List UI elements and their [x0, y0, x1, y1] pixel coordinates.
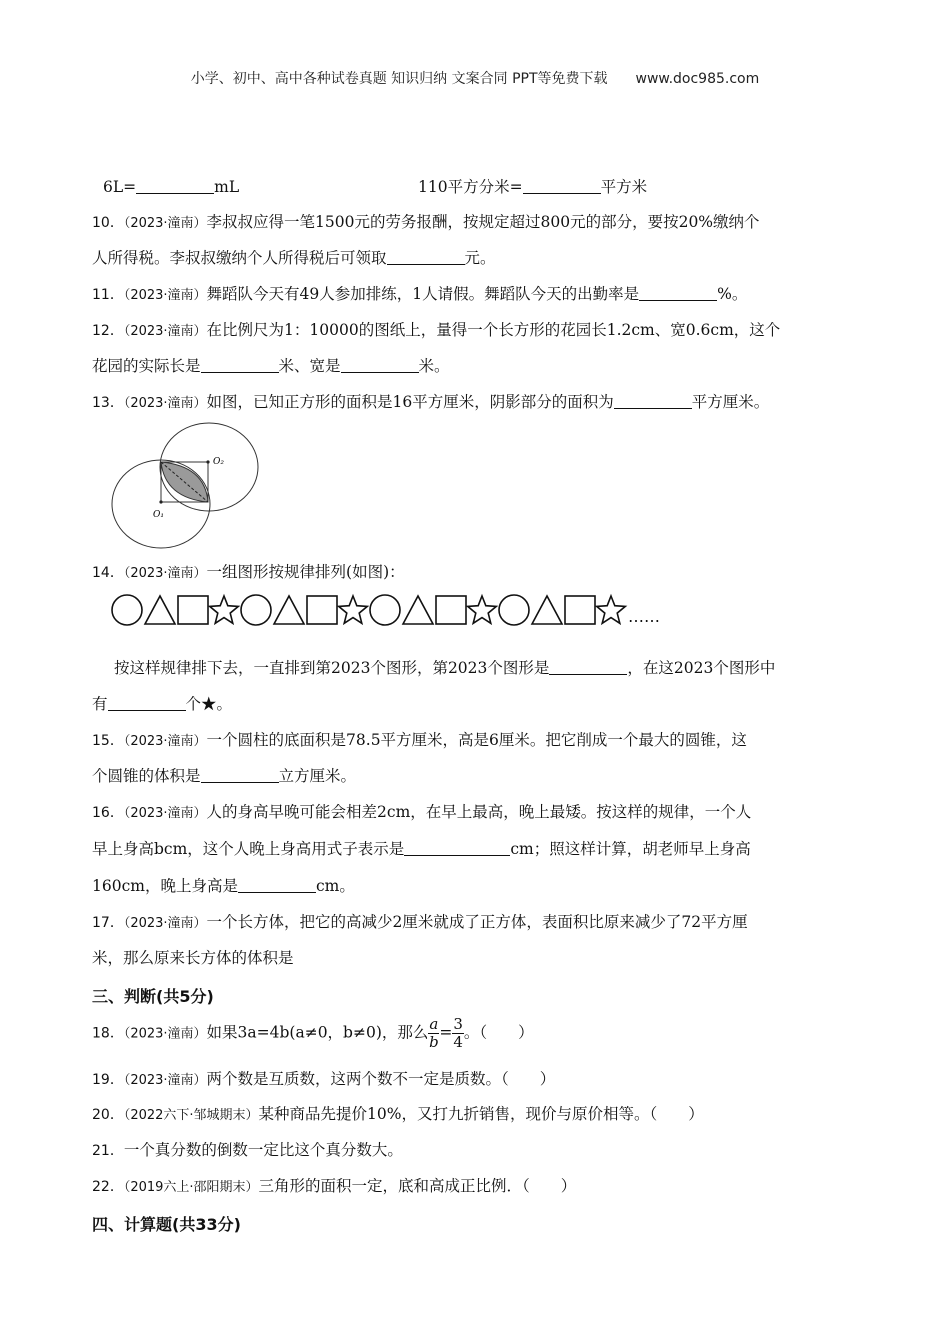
- sequence-ellipsis: ……: [628, 607, 660, 626]
- q12-line2: 花园的实际长是 米、宽是 米。: [92, 357, 450, 375]
- circle-shape: [499, 595, 529, 625]
- q11-line: 11．（2023·潼南）舞蹈队今天有49人参加排练，1人请假。舞蹈队今天的出勤率是 %。: [92, 285, 748, 303]
- q19-line: 19．（2023·潼南）两个数是互质数，这两个数不一定是质数。（ ）: [92, 1070, 556, 1088]
- q10-line1: 10．（2023·潼南）李叔叔应得一笔1500元的劳务报酬，按规定超过800元的部分，要按20%缴纳个: [92, 213, 760, 231]
- square-shape: [565, 596, 595, 624]
- answer-blank[interactable]: [639, 284, 717, 301]
- q20-line: 20．（2022六下·邹城期末）某种商品先提价10%，又打九折销售，现价与原价相等。（ ）: [92, 1105, 704, 1123]
- q14-shape-sequence: [110, 592, 670, 628]
- q15-line1: 15．（2023·潼南）一个圆柱的底面积是78.5平方厘米，高是6厘米。把它削成一个最大的圆锥，这: [92, 731, 747, 749]
- star-shape: [339, 596, 368, 623]
- square-shape: [178, 596, 208, 624]
- star-shape: [468, 596, 497, 623]
- q13-figure: [108, 418, 268, 553]
- square-shape: [307, 596, 337, 624]
- q22-line: 22．（2019六上·邵阳期末）三角形的面积一定，底和高成正比例．（ ）: [92, 1177, 577, 1195]
- q9-left: 6L= mL: [103, 178, 240, 196]
- q15-line2: 个圆锥的体积是 立方厘米。: [92, 767, 357, 785]
- star-shape: [210, 596, 239, 623]
- page-header: [0, 68, 950, 88]
- answer-blank[interactable]: [108, 694, 186, 711]
- square-shape: [436, 596, 466, 624]
- q13-line: 13．（2023·潼南）如图，已知正方形的面积是16平方厘米，阴影部分的面积为 平方厘米。: [92, 393, 770, 411]
- q16-line1: 16．（2023·潼南）人的身高早晚可能会相差2cm，在早上最高，晚上最矮。按这样的规律，一个人: [92, 803, 752, 821]
- label-o1: O₁: [153, 510, 164, 520]
- q21-line: 21．一个真分数的倒数一定比这个真分数大。: [92, 1141, 403, 1159]
- circle-shape: [241, 595, 271, 625]
- section-judgement-title: 三、判断(共5分): [92, 987, 214, 1006]
- answer-blank[interactable]: [238, 876, 316, 893]
- answer-blank[interactable]: [387, 248, 465, 265]
- header-site[interactable]: www.doc985.com: [635, 71, 760, 87]
- point-o2: [206, 460, 209, 463]
- star-shape: [597, 596, 626, 623]
- q10-line2: 人所得税。李叔叔缴纳个人所得税后可领取 元。: [92, 249, 496, 267]
- triangle-shape: [532, 596, 562, 624]
- fraction-a-over-b: $\frac{a}{b}$: [429, 1015, 439, 1051]
- triangle-shape: [403, 596, 433, 624]
- header-text: 小学、初中、高中各种试卷真题 知识归纳 文案合同 PPT等免费下载: [190, 71, 608, 87]
- point-o1: [159, 500, 162, 503]
- fraction-3-over-4: $\frac{3}{4}$: [453, 1015, 463, 1051]
- answer-blank[interactable]: [404, 839, 510, 856]
- q14-line3: 有 个★。: [92, 695, 233, 713]
- answer-blank[interactable]: [136, 177, 214, 194]
- answer-blank[interactable]: [523, 177, 601, 194]
- answer-blank[interactable]: [201, 766, 279, 783]
- q17-line1: 17．（2023·潼南）一个长方体，把它的高减少2厘米就成了正方体，表面积比原来减少了72平方厘: [92, 913, 748, 931]
- q17-line2: 米，那么原来长方体的体积是: [92, 949, 294, 967]
- q16-line3: 160cm，晚上身高是 cm。: [92, 877, 355, 895]
- q14-line2: 按这样规律排下去，一直排到第2023个图形，第2023个图形是 ，在这2023个图形中: [114, 659, 776, 677]
- q12-line1: 12．（2023·潼南）在比例尺为1：10000的图纸上，量得一个长方形的花园长1.2cm、宽0.6cm，这个: [92, 321, 781, 339]
- answer-blank[interactable]: [201, 356, 279, 373]
- section-calculation-title: 四、计算题(共33分): [92, 1215, 241, 1234]
- triangle-shape: [145, 596, 175, 624]
- triangle-shape: [274, 596, 304, 624]
- q9-right: 110平方分米= 平方米: [418, 178, 648, 196]
- label-o2: O₂: [213, 457, 224, 467]
- answer-blank[interactable]: [614, 392, 692, 409]
- answer-blank[interactable]: [549, 658, 627, 675]
- answer-blank[interactable]: [341, 356, 419, 373]
- circle-shape: [112, 595, 142, 625]
- q18-line: 18．（2023·潼南）如果3a=4b(a≠0，b≠0)，那么 $\frac{a}{b}$ = $\frac{3}{4}$ 。（ ）: [92, 1015, 534, 1051]
- circle-shape: [370, 595, 400, 625]
- q16-line2: 早上身高bcm，这个人晚上身高用式子表示是 cm；照这样计算，胡老师早上身高: [92, 840, 751, 858]
- q14-line1: 14．（2023·潼南）一组图形按规律排列(如图)：: [92, 563, 405, 581]
